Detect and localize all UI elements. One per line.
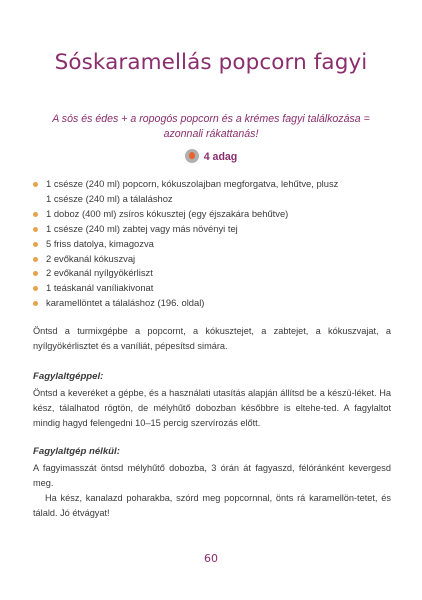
ingredient-item [33,252,393,267]
ingredient-list [33,177,393,311]
ingredient-text: 5 friss datolya, kimagozva [46,237,154,249]
bullet-dot [33,271,38,276]
ingredient-item [33,266,393,281]
bowl-icon [185,149,199,163]
page-number: 60 [204,552,218,565]
ingredient-text-cont: 1 csésze (240 ml) a tálaláshoz [46,192,173,204]
machine-method-heading: Fagylaltgéppel: [33,371,104,382]
ingredient-item [33,237,393,252]
ingredient-text: 1 csésze (240 ml) popcorn, kókuszolajban megforgatva, lehűtve, plusz [46,178,339,189]
ingredient-text: 1 teáskanál vaníliakivonat [46,282,154,294]
no-machine-method-heading: Fagylaltgép nélkül: [33,446,120,457]
ingredient-text: 2 evőkanál kókuszvaj [46,252,136,264]
recipe-title: Sóskaramellás popcorn fagyi [54,50,368,75]
bullet-dot [33,182,38,187]
serving-instructions-text: Ha kész, kanalazd poharakba, szórd meg popcornnal, önts rá karamellön-tetet, és tálald. Jó étvágyat! [33,493,391,518]
ingredient-item [33,177,393,207]
ingredient-item [33,222,393,237]
ingredient-text: 1 doboz (400 ml) zsíros kókusztej (egy éjszakára behűtve) [46,207,289,219]
ingredient-text: 1 csésze (240 ml) zabtej vagy más növényi tej [46,222,238,234]
bullet-dot [33,227,38,232]
bullet-dot [33,212,38,217]
bullet-dot [33,242,38,247]
bullet-dot [33,301,38,306]
recipe-subtitle: A sós és édes + a ropogós popcorn és a krémes fagyi találkozása = azonnali rákattanás! [52,113,370,140]
servings-label: 4 adag [203,151,238,163]
servings-line [0,149,422,163]
ingredient-item [33,296,393,311]
bullet-dot [33,257,38,262]
ingredient-item [33,207,393,222]
instructions-intro: Öntsd a turmixgépbe a popcornt, a kókusztejet, a zabtejet, a kókuszvajat, a nyílgyökérlisztet és a vaníliát, pépesítsd simára. [33,326,391,351]
bullet-dot [33,286,38,291]
ingredient-item [33,281,393,296]
machine-method-text: Öntsd a keveréket a gépbe, és a használati utasítás alapján állítsd be a készü-léket. Ha kész, tálalhatod rögtön, de mélyhűtő dobozban későbbre is eltehe-ted. A fagylaltot mindig hagyd felengedni 10–15 percig szervírozás előtt. [33,388,391,428]
ingredient-text: 2 evőkanál nyílgyökérliszt [46,267,153,279]
no-machine-method-text: A fagyimasszát öntsd mélyhűtő dobozba, 3 órán át fagyaszd, félóránként kevergesd meg. [33,463,391,488]
ingredient-text: karamellöntet a tálaláshoz (196. oldal) [46,297,205,309]
